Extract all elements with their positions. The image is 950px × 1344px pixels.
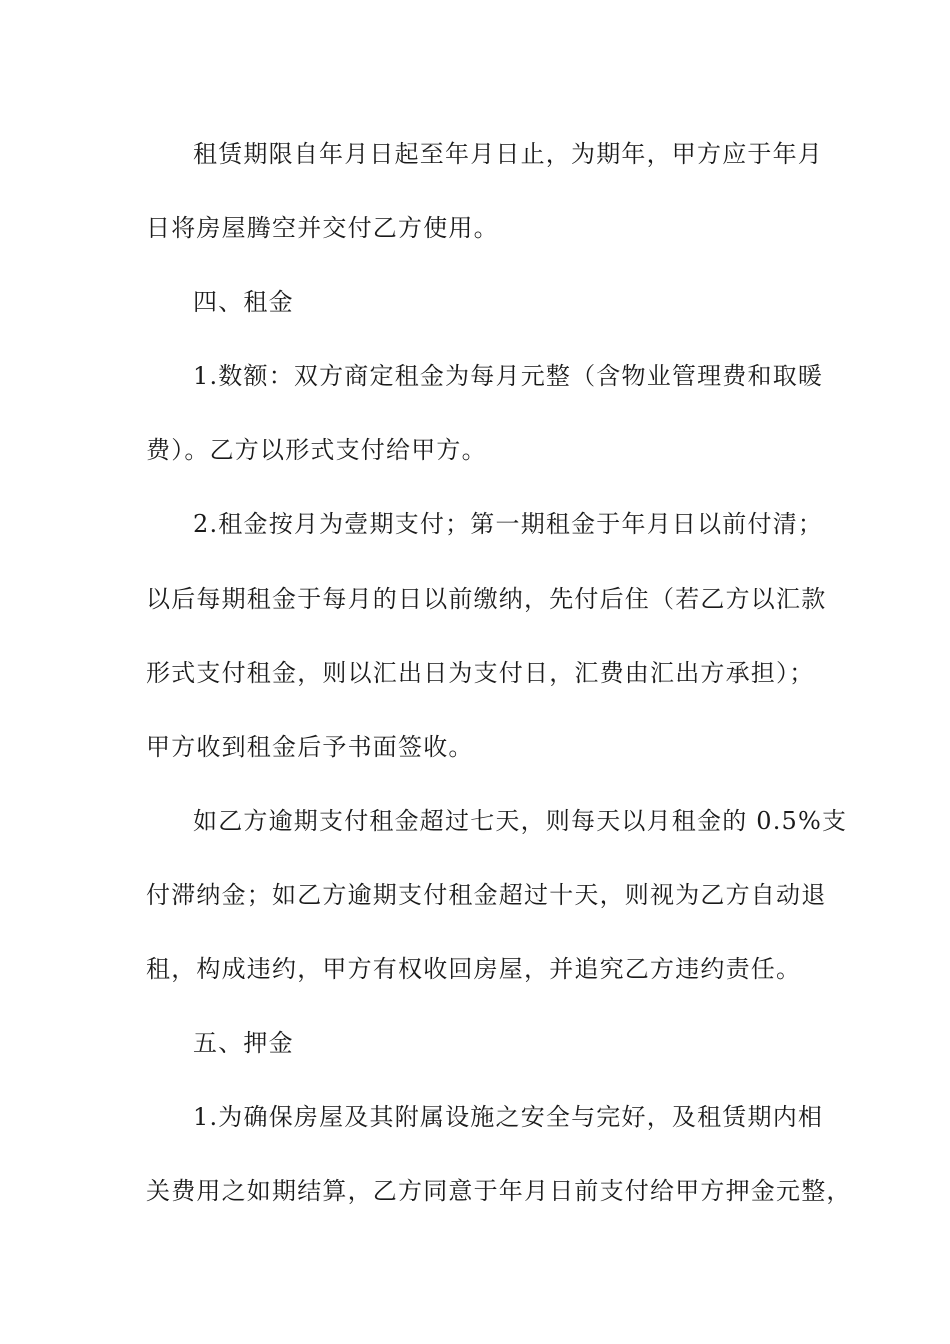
section-heading: 四、租金 <box>193 288 294 316</box>
text-line: 租，构成违约，甲方有权收回房屋，并追究乙方违约责任。 <box>146 955 802 983</box>
text-line: 2.租金按月为壹期支付；第一期租金于年月日以前付清； <box>193 510 824 538</box>
text-line: 费）。乙方以形式支付给甲方。 <box>146 436 487 464</box>
text-line: 关费用之如期结算，乙方同意于年月日前支付给甲方押金元整， <box>146 1177 852 1205</box>
text-line: 如乙方逾期支付租金超过七天，则每天以月租金的 0.5%支 <box>193 807 848 835</box>
text-line: 形式支付租金，则以汇出日为支付日，汇费由汇出方承担）； <box>146 659 815 687</box>
text-line: 1.为确保房屋及其附属设施之安全与完好，及租赁期内相 <box>193 1103 824 1131</box>
text-line: 日将房屋腾空并交付乙方使用。 <box>146 214 499 242</box>
text-line: 甲方收到租金后予书面签收。 <box>146 733 474 761</box>
text-line: 1.数额：双方商定租金为每月元整（含物业管理费和取暖 <box>193 362 824 390</box>
section-heading: 五、押金 <box>193 1029 294 1057</box>
text-line: 以后每期租金于每月的日以前缴纳，先付后住（若乙方以汇款 <box>146 585 827 613</box>
text-line: 付滞纳金；如乙方逾期支付租金超过十天，则视为乙方自动退 <box>146 881 827 909</box>
text-line: 租赁期限自年月日起至年月日止，为期年，甲方应于年月 <box>193 140 823 168</box>
